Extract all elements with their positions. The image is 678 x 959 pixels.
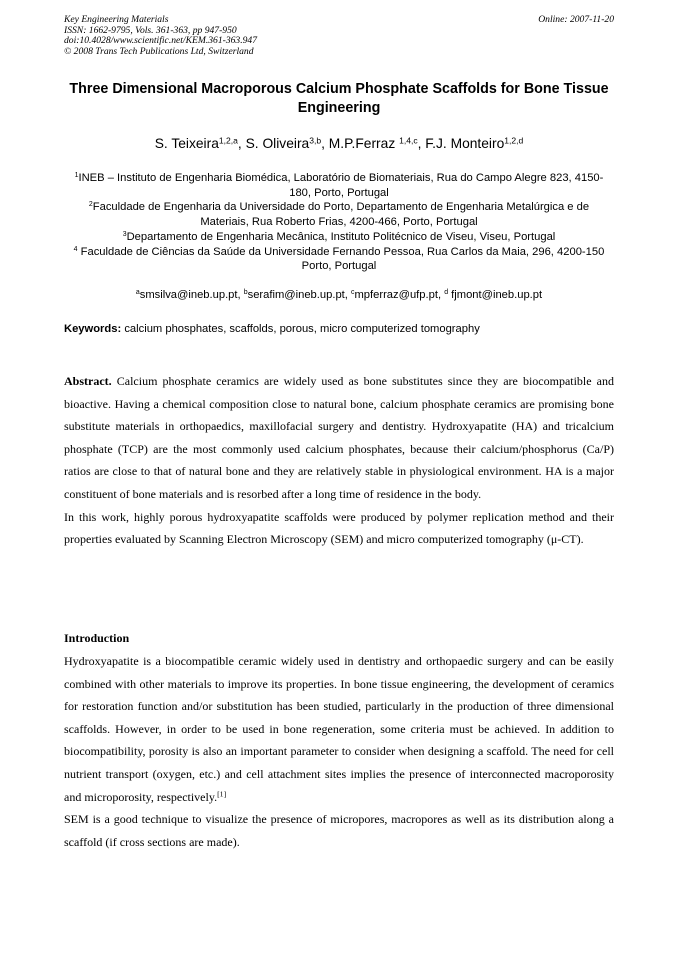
introduction-section <box>64 650 614 853</box>
email-address[interactable]: fjmont@ineb.up.pt <box>451 289 543 301</box>
introduction-paragraph <box>64 650 614 808</box>
email-sup: a <box>135 289 140 297</box>
journal-name: Key Engineering Materials <box>64 14 169 25</box>
abstract-paragraph: In this work, highly porous hydroxyapatite scaffolds were produced by polymer replication method and their properties evaluated by Scanning Electron Microscopy (SEM) and micro computerized tomography (μ-CT). <box>64 509 614 547</box>
email-list: $^a$smsilva@ineb.up.pt, $^b$serafim@ineb.up.pt, $^c$mpferraz@ufp.pt, $^d$ fjmont@ineb.up.pt <box>135 289 543 301</box>
introduction-paragraph: SEM is a good technique to visualize the presence of micropores, macropores as well as its distribution along a scaffold (if cross sections are made). <box>64 812 614 849</box>
affiliation <box>64 230 614 245</box>
abstract-text: Calcium phosphate ceramics are widely used as bone substitutes since they are biocompatible and bioactive. Having a chemical composition close to natural bone, calcium phosphate ceramics are promising bone substitute materials in orthopaedics, maxillofacial surgery and dentistry. Hydroxyapatite (HA) and tricalcium phosphate (TCP) are the most commonly used calcium phosphates, because their calcium/phosphorus (Ca/P) ratios are close to that of natural bone and they are relatively stable in physiological environment. HA is a major constituent of bone materials and is resorbed after a long time of residence in the body. <box>64 374 615 501</box>
affiliation-text: Faculdade de Ciências da Saúde da Universidade Fernando Pessoa, Rua Carlos da Maia, 296, 4200-150 Porto, Portugal <box>80 245 605 273</box>
affiliation-text: INEB – Instituto de Engenharia Biomédica, Laboratório de Biomateriais, Rua do Campo Alegre 823, 4150-180, Porto, Portugal <box>78 172 604 199</box>
keywords-label: Keywords: <box>64 323 122 335</box>
affiliation <box>64 171 614 200</box>
email-address[interactable]: serafim@ineb.up.pt <box>247 289 345 301</box>
affiliation-number: 3 <box>122 231 127 238</box>
abstract-section <box>64 370 614 551</box>
citation-reference: [1] <box>217 789 227 799</box>
author-affiliation-sup: 1,2,d <box>504 135 524 146</box>
online-date: Online: 2007-11-20 <box>538 14 614 25</box>
introduction-text: Hydroxyapatite is a biocompatible ceramic widely used in dentistry and orthopaedic surgery and can be easily combined with other materials to improve its properties. In bone tissue engineering, the development of ceramics for restoration function and/or substitution has been studied, particularly in the production of three dimensional scaffolds. However, in order to be used in bone regeneration, some criteria must be achieved. In addition to biocompatibility, porosity is also an important parameter to consider when designing a scaffold. The need for cell nutrient transport (oxygen, etc.) and cell attachment sites implies the presence of interconnected macroporosity and microporosity, respectively. <box>64 654 614 804</box>
abstract-paragraph <box>64 370 614 506</box>
affiliation-number: 2 <box>88 201 93 209</box>
keywords-text: calcium phosphates, scaffolds, porous, micro computerized tomography <box>124 323 480 335</box>
doi-line: doi:10.4028/www.scientific.net/KEM.361-363.947 <box>64 35 258 47</box>
affiliation-list <box>64 171 614 274</box>
author-list: S. Teixeira$^{1,2,a}$, S. Oliveira$^{3,b}$, M.P.Ferraz $^{1,4,c}$, F.J. Monteiro$^{1,2,d}$ <box>154 135 524 151</box>
author-name: M.P.Ferraz <box>328 136 396 151</box>
email-sup: d <box>444 289 449 297</box>
paper-title: Three Dimensional Macroporous Calcium Phosphate Scaffolds for Bone Tissue Engineering <box>69 81 609 116</box>
affiliation-number: 4 <box>73 245 78 253</box>
affiliation-text: Faculdade de Engenharia da Universidade do Porto, Departamento de Engenharia Metalúrgica e de Materiais, Rua Roberto Frias, 4200-466, Porto, Portugal <box>92 201 590 229</box>
author-name: S. Oliveira <box>245 136 310 151</box>
issn-line: ISSN: 1662-9795, Vols. 361-363, pp 947-950 <box>64 24 237 36</box>
author-affiliation-sup: 1,2,a <box>218 135 238 146</box>
affiliation-text: Departamento de Engenharia Mecânica, Instituto Politécnico de Viseu, Viseu, Portugal <box>126 230 556 243</box>
abstract-label: Abstract. <box>64 374 112 388</box>
keywords <box>64 322 614 336</box>
author-affiliation-sup: 1,4,c <box>399 135 418 146</box>
copyright-line: © 2008 Trans Tech Publications Ltd, Switzerland <box>64 45 254 57</box>
email-sup: c <box>351 289 355 297</box>
author-name: S. Teixeira <box>154 136 219 151</box>
affiliation-number: 1 <box>74 172 79 180</box>
author-name: F.J. Monteiro <box>425 136 505 151</box>
section-heading-introduction: Introduction <box>64 631 130 645</box>
affiliation <box>64 245 614 274</box>
author-affiliation-sup: 3,b <box>309 135 322 146</box>
affiliation <box>64 200 614 229</box>
email-address[interactable]: smsilva@ineb.up.pt <box>139 289 238 301</box>
email-sup: b <box>243 289 248 297</box>
email-address[interactable]: mpferraz@ufp.pt <box>354 289 438 301</box>
journal-header <box>64 15 257 57</box>
